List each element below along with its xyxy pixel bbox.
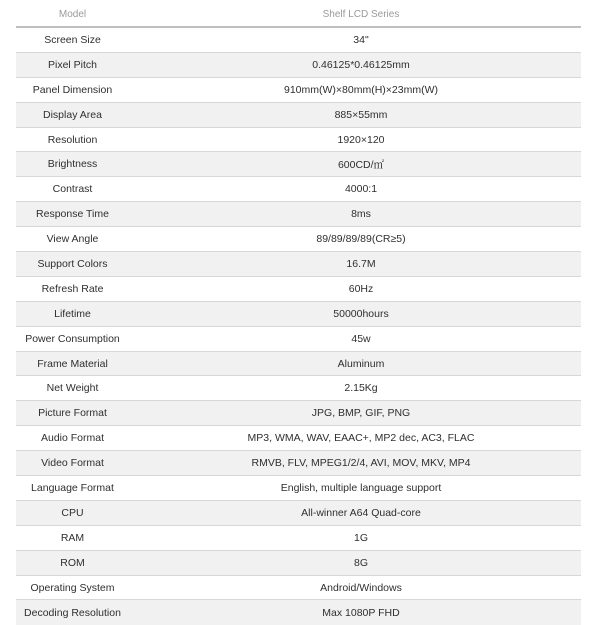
row-label: Display Area — [43, 108, 102, 121]
row-value: 910mm(W)×80mm(H)×23mm(W) — [283, 83, 438, 96]
table-row — [16, 53, 581, 78]
row-value: Android/Windows — [320, 581, 402, 594]
table-row — [16, 327, 581, 352]
row-value: 45w — [351, 332, 371, 345]
row-value: Aluminum — [337, 357, 385, 370]
row-value: 34" — [353, 33, 369, 46]
row-label: Video Format — [41, 457, 104, 470]
row-label: Pixel Pitch — [47, 58, 98, 71]
table-body — [16, 28, 581, 625]
table-row — [16, 252, 581, 277]
row-label: CPU — [61, 506, 84, 519]
table-row — [16, 600, 581, 625]
table-row — [16, 526, 581, 551]
row-label: Panel Dimension — [32, 83, 113, 96]
table-row — [16, 376, 581, 401]
row-value: 8G — [353, 556, 368, 569]
table-row — [16, 103, 581, 128]
table-row — [16, 576, 581, 601]
table-row — [16, 28, 581, 53]
row-label: RAM — [60, 531, 85, 544]
row-label: Lifetime — [54, 307, 91, 320]
row-label: Screen Size — [44, 33, 101, 46]
row-value: Max 1080P FHD — [322, 606, 400, 619]
table-row — [16, 227, 581, 252]
row-label: ROM — [60, 556, 85, 569]
row-label: Resolution — [47, 133, 98, 146]
row-value: 1920×120 — [337, 133, 385, 146]
row-value: 89/89/89/89(CR≥5) — [316, 233, 406, 246]
row-label: Frame Material — [37, 357, 108, 370]
row-label: Brightness — [47, 158, 98, 171]
row-label: Response Time — [36, 208, 109, 221]
table-row — [16, 78, 581, 103]
table-row — [16, 152, 581, 177]
row-value: 8ms — [351, 208, 371, 221]
header-label: Model — [58, 9, 87, 20]
row-label: Power Consumption — [25, 332, 120, 345]
row-label: Refresh Rate — [41, 282, 104, 295]
table-row — [16, 401, 581, 426]
row-label: Picture Format — [38, 407, 107, 420]
row-value: 16.7M — [346, 257, 376, 270]
row-value: 4000:1 — [344, 183, 378, 196]
row-value: English, multiple language support — [280, 481, 442, 494]
row-value: 2.15Kg — [344, 382, 378, 395]
row-value: 885×55mm — [334, 108, 388, 121]
row-value: JPG, BMP, GIF, PNG — [311, 407, 411, 420]
row-value: 60Hz — [348, 282, 374, 295]
row-label: Contrast — [52, 183, 93, 196]
row-label: Operating System — [30, 581, 115, 594]
table-row — [16, 352, 581, 377]
row-label: Audio Format — [40, 432, 105, 445]
table-row — [16, 302, 581, 327]
table-row — [16, 277, 581, 302]
table-row — [16, 551, 581, 576]
table-row — [16, 202, 581, 227]
row-value: 0.46125*0.46125mm — [312, 58, 410, 71]
row-label: View Angle — [46, 233, 99, 246]
row-value: 600CD/㎡ — [337, 158, 385, 171]
header-value: Shelf LCD Series — [322, 9, 400, 20]
spec-table — [16, 3, 581, 625]
table-row — [16, 177, 581, 202]
row-value: All-winner A64 Quad-core — [301, 506, 421, 519]
row-value: 50000hours — [333, 307, 389, 320]
table-row — [16, 128, 581, 153]
row-value: MP3, WMA, WAV, EAAC+, MP2 dec, AC3, FLAC — [247, 432, 475, 445]
row-label: Support Colors — [37, 257, 108, 270]
row-value: RMVB, FLV, MPEG1/2/4, AVI, MOV, MKV, MP4 — [251, 457, 471, 470]
row-label: Net Weight — [46, 382, 99, 395]
table-header — [16, 3, 581, 28]
table-row — [16, 501, 581, 526]
row-label: Decoding Resolution — [24, 606, 121, 619]
table-row — [16, 426, 581, 451]
row-value: 1G — [353, 531, 368, 544]
row-label: Language Format — [31, 481, 114, 494]
table-row — [16, 476, 581, 501]
table-row — [16, 451, 581, 476]
